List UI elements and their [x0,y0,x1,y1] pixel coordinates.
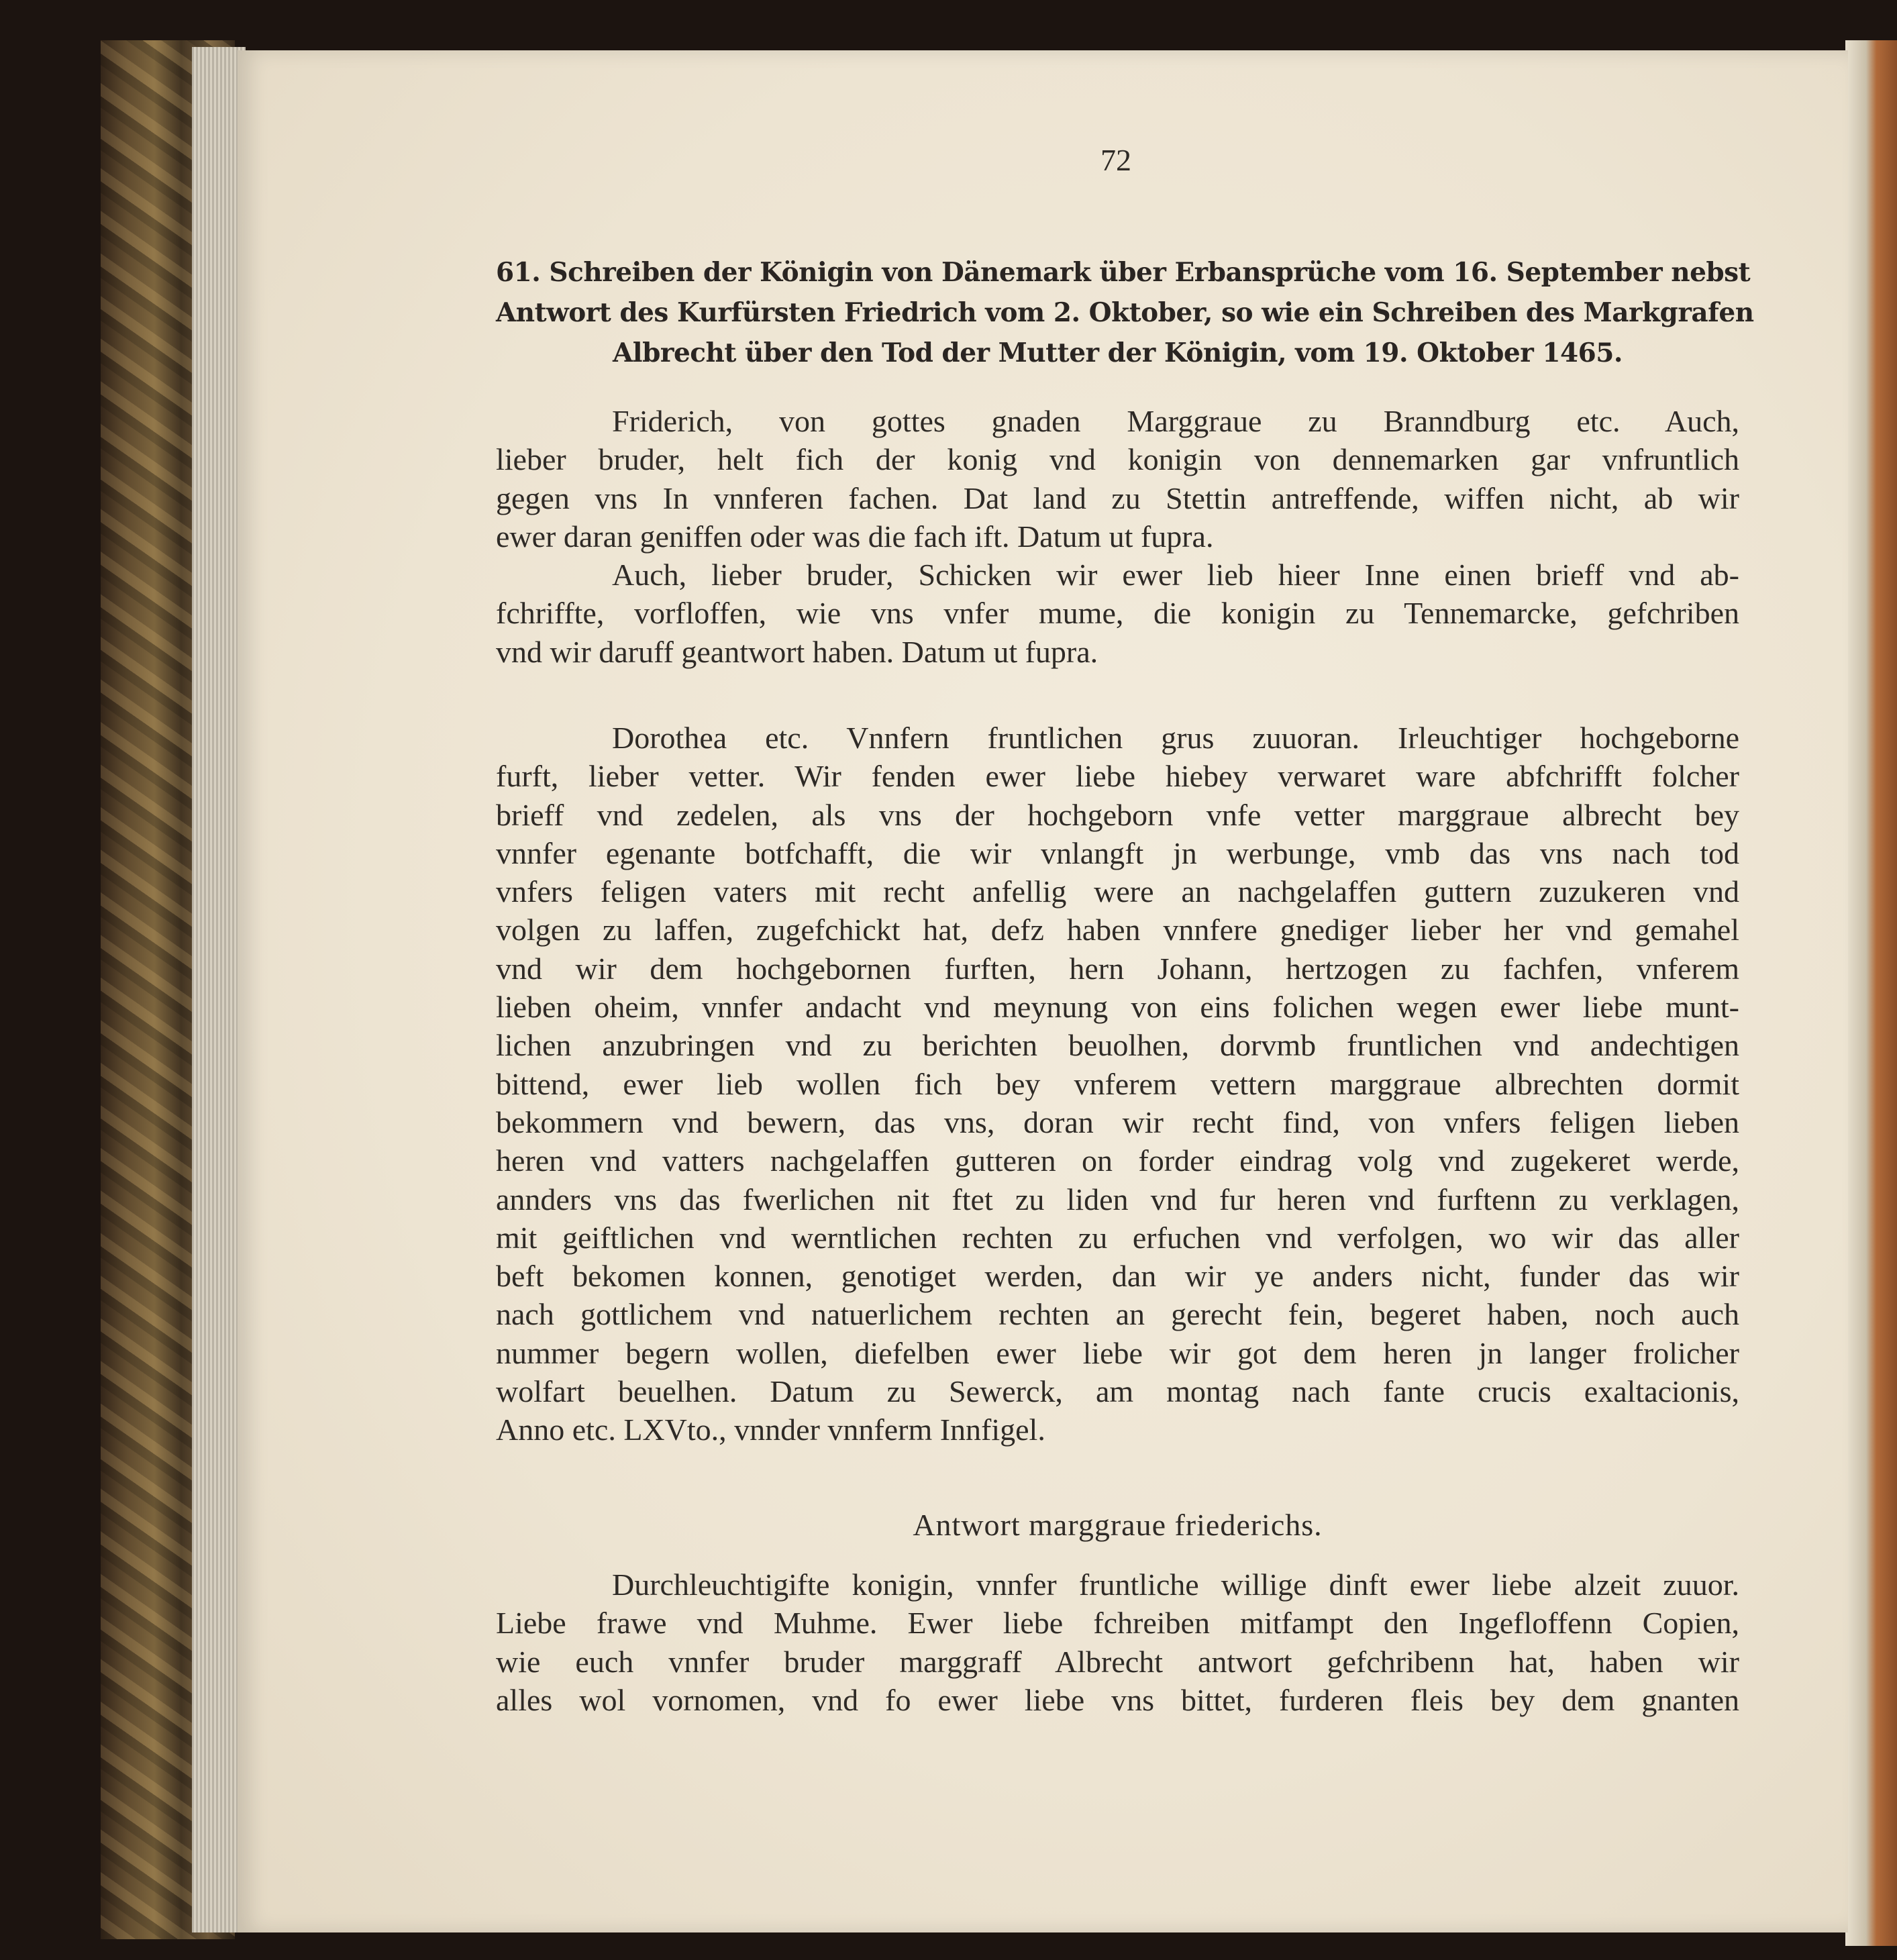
text-line: bittend, ewer lieb wollen fich bey vnferem vettern marggraue albrechten dormit [496,1066,1739,1101]
paragraph-3 [496,719,1739,1449]
text-line: wolfart beuelhen. Datum zu Sewerck, am montag nach fante crucis exaltacionis, [496,1374,1739,1409]
text-line: Auch, lieber bruder, Schicken wir ewer lieb hieer Inne einen brieff vnd ab- [612,558,1739,592]
text-line: bekommern vnd bewern, das vns, doran wir recht find, von vnfers feligen lieben [496,1104,1739,1139]
text-line: Liebe frawe vnd Muhme. Ewer liebe fchreiben mitfampt den Ingefloffenn Copien, [496,1606,1739,1641]
text-line: alles wol vornomen, vnd fo ewer liebe vns bittet, furderen fleis bey dem gnanten [496,1682,1739,1717]
text-line: vnfers feligen vaters mit recht anfellig were an nachgelaffen guttern zuzukeren vnd [496,874,1739,909]
text-line: Anno etc. LXVto., vnnder vnnferm Innfigel. [496,1412,1045,1447]
paragraph-1 [496,402,1739,556]
text-line: Durchleuchtigifte konigin, vnnfer fruntliche willige dinft ewer liebe alzeit zuuor. [612,1567,1739,1602]
text-line: nach gottlichem vnd natuerlichem rechten an gerecht fein, begeret haben, noch auch [496,1297,1739,1332]
text-line: lichen anzubringen vnd zu berichten beuolhen, dorvmb fruntlichen vnd andechtigen [496,1028,1739,1063]
text-line: heren vnd vatters nachgelaffen gutteren on forder eindrag volg vnd zugekeret werde, [496,1143,1739,1178]
section-subheading: Antwort marggraue friederichs. [913,1508,1323,1542]
text-line: volgen zu laffen, zugefchickt hat, defz haben vnnfere gnediger lieber her vnd gemahel [496,913,1739,947]
text-line: furft, lieber vetter. Wir fenden ewer liebe hiebey verwaret ware abfchrifft folcher [496,759,1739,794]
text-line: vnnfer egenante botfchafft, die wir vnlangft jn werbunge, vmb das vns nach tod [496,835,1739,870]
page-number: 72 [1100,143,1131,177]
text-line: mit geiftlichen vnd werntlichen rechten zu erfuchen vnd verfolgen, wo wir das aller [496,1220,1739,1255]
text-line: beft bekomen konnen, genotiget werden, dan wir ye anders nicht, funder das wir [496,1259,1739,1294]
text-line: ewer daran geniffen oder was die fach ift. Datum ut fupra. [496,519,1214,554]
text-line: wie euch vnnfer bruder marggraff Albrecht antwort gefchribenn hat, haben wir [496,1644,1739,1679]
text-line: brieff vnd zedelen, als vns der hochgeborn vnfe vetter marggraue albrecht bey [496,797,1739,832]
text-line: nummer begern wollen, diefelben ewer liebe wir got dem heren jn langer frolicher [496,1335,1739,1370]
heading-line: Antwort des Kurfürsten Friedrich vom 2. Oktober, so wie ein Schreiben des Markgrafen [496,297,1754,328]
text-line: fchriffte, vorfloffen, wie vns vnfer mume, die konigin zu Tennemarcke, gefchriben [496,596,1739,631]
paragraph-4 [496,1565,1739,1719]
text-line: Friderich, von gottes gnaden Marggraue zu Branndburg etc. Auch, [612,404,1739,438]
text-line: vnd wir daruff geantwort haben. Datum ut fupra. [496,634,1098,669]
text-line: gegen vns In vnnferen fachen. Dat land zu Stettin antreffende, wiffen nicht, ab wir [496,480,1739,515]
paragraph-2 [496,556,1739,671]
right-book-cover [1845,40,1897,1946]
text-line: Dorothea etc. Vnnfern fruntlichen grus zuuoran. Irleuchtiger hochgeborne [612,721,1739,755]
heading-line: 61. Schreiben der Königin von Dänemark über Erbansprüche vom 16. September nebst [496,257,1751,288]
heading-line: Albrecht über den Tod der Mutter der Königin, vom 19. Oktober 1465. [613,338,1623,368]
text-line: vnd wir dem hochgebornen furften, hern Johann, hertzogen zu fachfen, vnferem [496,951,1739,986]
text-line: annders vns das fwerlichen nit ftet zu liden vnd fur heren vnd furftenn zu verklagen, [496,1182,1739,1217]
document-heading [496,252,1754,373]
text-line: lieben oheim, vnnfer andacht vnd meynung von eins folichen wegen ewer liebe munt- [496,990,1739,1025]
text-line: lieber bruder, helt fich der konig vnd konigin von dennemarken gar vnfruntlich [496,442,1739,477]
